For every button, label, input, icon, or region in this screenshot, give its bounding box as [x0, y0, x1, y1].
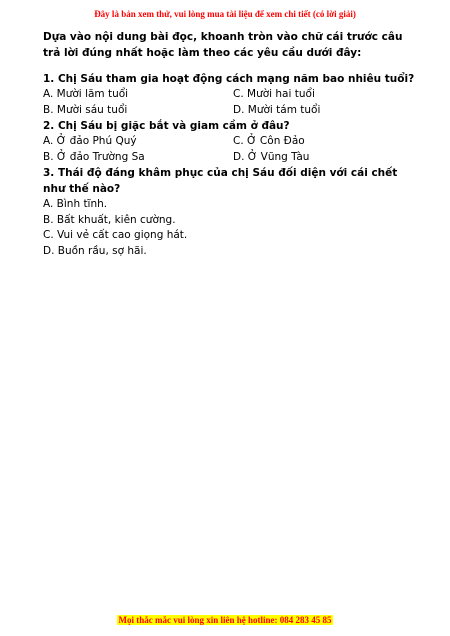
question-1-options-row-1 [43, 87, 423, 103]
question-2: 2. Chị Sáu bị giặc bắt và giam cầm ở đâu? [43, 120, 290, 132]
answer-option[interactable]: A. Mười lăm tuổi [43, 88, 129, 100]
worksheet-content [43, 29, 423, 259]
question-2-options-row-1 [43, 134, 423, 150]
question-1: 1. Chị Sáu tham gia hoạt động cách mạng năm bao nhiêu tuổi? [43, 73, 415, 85]
answer-option[interactable]: D. Buồn rầu, sợ hãi. [43, 244, 147, 257]
hotline-text: Mọi thắc mắc vui lòng xin liên hệ hotline: 084 283 45 85 [118, 615, 332, 625]
question-1-options-row-2 [43, 103, 423, 119]
question-3: 3. Thái độ đáng khâm phục của chị Sáu đối diện với cái chết như thế nào? [43, 167, 398, 195]
answer-option[interactable]: A. Ở đảo Phú Quý [43, 135, 137, 147]
answer-option[interactable]: B. Bất khuất, kiên cường. [43, 213, 176, 226]
question-2-options-row-2 [43, 150, 423, 166]
answer-option[interactable]: B. Mười sáu tuổi [43, 103, 128, 116]
answer-option[interactable]: D. Mười tám tuổi [233, 103, 321, 116]
preview-notice: Đây là bản xem thử, vui lòng mua tài liệu để xem chi tiết (có lời giải) [94, 9, 356, 19]
answer-option[interactable]: C. Mười hai tuổi [233, 88, 315, 100]
answer-option[interactable]: D. Ở Vũng Tàu [233, 150, 310, 163]
answer-option[interactable]: C. Ở Côn Đảo [233, 135, 305, 147]
answer-option[interactable]: B. Ở đảo Trường Sa [43, 150, 145, 163]
answer-option[interactable]: A. Bình tĩnh. [43, 198, 108, 210]
hotline-notice [0, 615, 450, 625]
answer-option[interactable]: C. Vui vẻ cất cao giọng hát. [43, 229, 188, 241]
instruction-text: Dựa vào nội dung bài đọc, khoanh tròn vào chữ cái trước câu trả lời đúng nhất hoặc làm theo các yêu cầu dưới đây: [43, 31, 403, 59]
